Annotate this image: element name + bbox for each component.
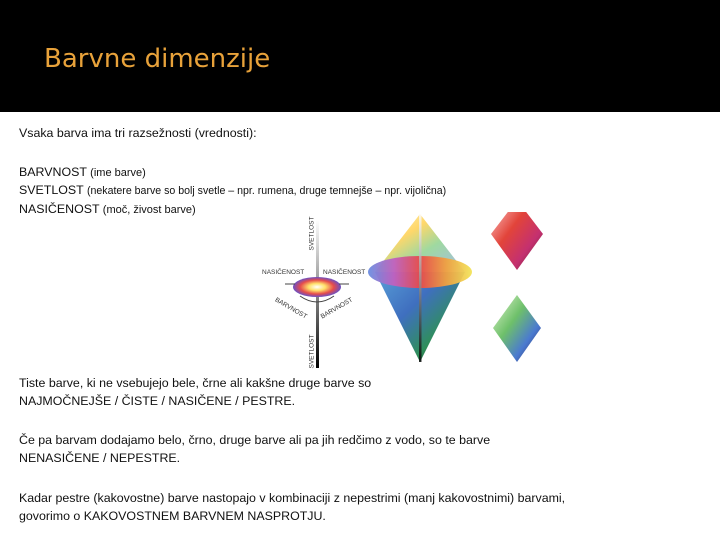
label-barvnost-right: BARVNOST	[319, 296, 355, 321]
paragraph-3-line-1: Kadar pestre (kakovostne) barve nastopajo v kombinaciji z nepestrimi (manj kakovostnimi) barvami,	[19, 491, 566, 505]
label-svetlost-top: SVETLOST	[308, 216, 316, 251]
label-barvnost-left: BARVNOST	[273, 296, 309, 321]
color-diamond-red	[491, 212, 543, 270]
label-svetlost-bottom: SVETLOST	[308, 334, 316, 369]
dimension-note: (moč, živost barve)	[102, 204, 196, 216]
slide-title: Barvne dimenzije	[44, 44, 271, 74]
dimension-line-3	[19, 200, 196, 220]
color-solid-figure	[255, 212, 555, 377]
dimension-term: NASIČENOST	[19, 202, 100, 216]
dimension-line-2	[19, 181, 446, 201]
dimension-note: (ime barve)	[90, 167, 146, 179]
dimension-term: SVETLOST	[19, 183, 84, 197]
large-axis	[419, 214, 422, 362]
paragraph-2-line-2: NENASIČENE / NEPESTRE.	[19, 451, 181, 465]
paragraph-2-line-1: Če pa barvam dodajamo belo, črno, druge barve ali pa jih redčimo z vodo, so te barve	[19, 433, 491, 447]
color-solid-diagram	[255, 212, 555, 372]
dimension-line-1	[19, 163, 146, 183]
paragraph-1-line-2: NAJMOČNEJŠE / ČISTE / NASIČENE / PESTRE.	[19, 394, 296, 408]
label-nasicenost-right: NASIČENOST	[323, 269, 366, 276]
color-diamond-green	[493, 295, 541, 362]
dimension-note: (nekatere barve so bolj svetle – npr. rumena, druge temnejše – npr. vijolična)	[86, 185, 447, 197]
paragraph-3-line-2: govorimo o KAKOVOSTNEM BARVNEM NASPROTJU.	[19, 509, 326, 523]
dimension-term: BARVNOST	[19, 165, 87, 179]
hue-disc-small	[293, 277, 341, 297]
intro-text: Vsaka barva ima tri razsežnosti (vrednosti):	[19, 126, 257, 140]
label-nasicenost-left: NASIČENOST	[262, 269, 305, 276]
paragraph-1-line-1: Tiste barve, ki ne vsebujejo bele, črne ali kakšne druge barve so	[19, 376, 372, 390]
title-bar	[0, 0, 720, 112]
